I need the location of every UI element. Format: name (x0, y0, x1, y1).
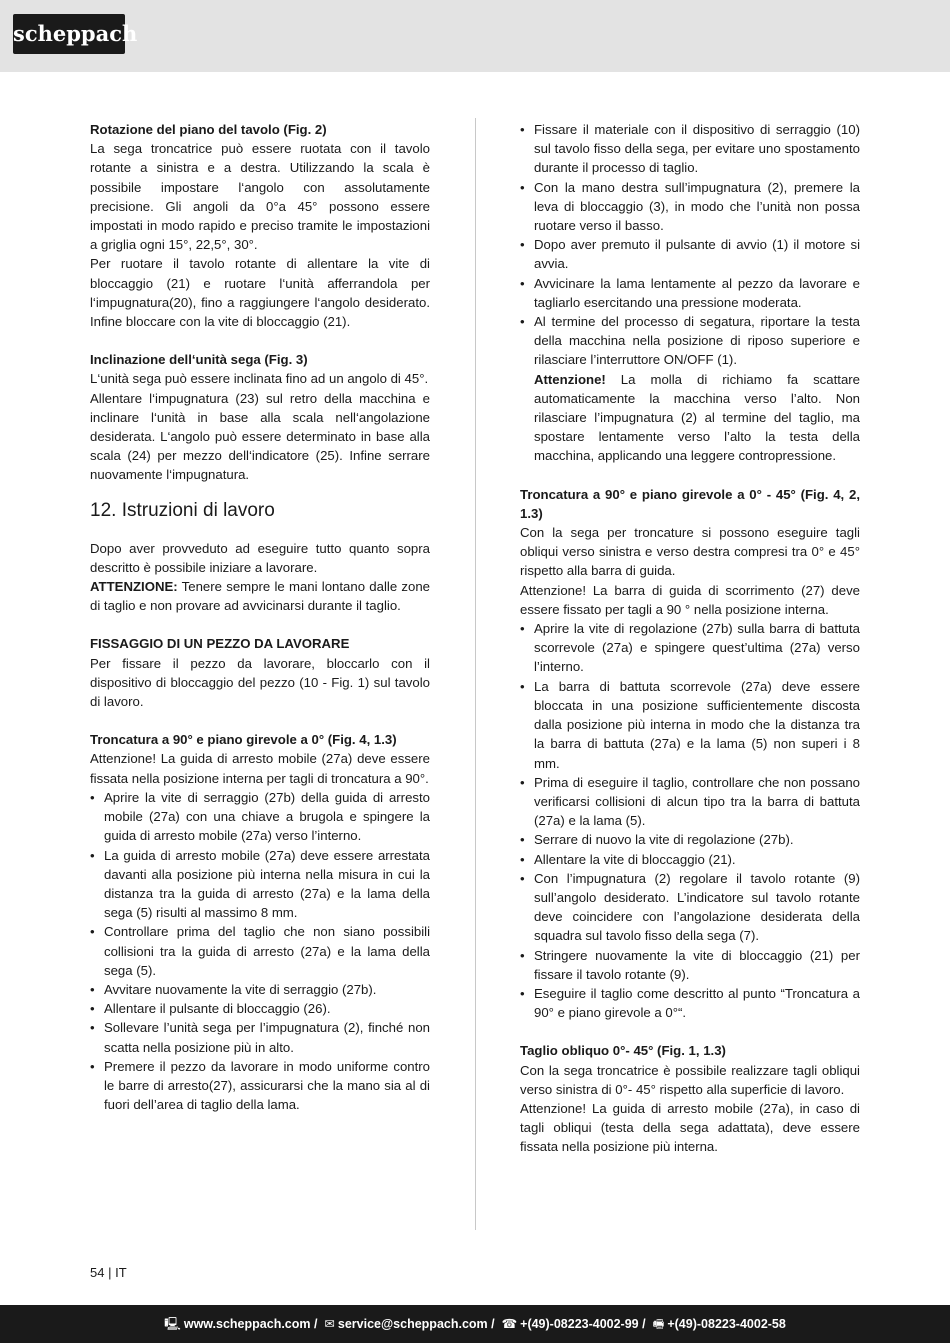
list-item: • Avvicinare la lama lentamente al pezzo da lavorare e tagliarlo esercitando una pressione moderata. (520, 274, 860, 312)
right-column (520, 120, 860, 1157)
list-item: • Sollevare l’unità sega per l’impugnatura (2), finché non scatta nella posizione più in alto. (90, 1018, 430, 1056)
list-item: • Dopo aver premuto il pulsante di avvio (1) il motore si avvia. (520, 235, 860, 273)
list-item: • Stringere nuovamente la vite di bloccaggio (21) per fissare il tavolo rotante (9). (520, 946, 860, 984)
footer-fax (653, 1305, 786, 1343)
paragraph: Allentare l‘impugnatura (23) sul retro della macchina e inclinare l‘unità in base alla scala nell‘angolazione desiderata. L‘angolo può essere determinato in base alla scala (24) per mezzo dell‘indicatore (25). Infine serrare nuovamente l‘impugnatura. (90, 390, 430, 483)
paragraph: Per fissare il pezzo da lavorare, bloccarlo con il dispositivo di bloccaggio del pezzo (10 - Fig. 1) sul tavolo di lavoro. (90, 655, 430, 710)
footer-phone[interactable] (502, 1305, 646, 1343)
warning-paragraph (90, 577, 430, 615)
footer-email[interactable] (324, 1305, 494, 1343)
paragraph: Con la sega per troncature si possono eseguire tagli obliqui verso sinistra e verso destra compresi tra 0° e 45° rispetto alla barra di guida. (520, 525, 860, 579)
heading-cut-90-0-45: Troncatura a 90° e piano girevole a 0° - 45° (Fig. 4, 2, 1.3) (520, 486, 860, 521)
left-column (90, 120, 430, 1114)
computer-icon: 🖳 (164, 1317, 181, 1331)
email-icon: ✉ (324, 1317, 335, 1331)
list-item: • Eseguire il taglio come descritto al punto “Troncatura a 90° e piano girevole a 0°“. (520, 984, 860, 1022)
warning-text: La molla di richiamo fa scattare automaticamente la macchina verso l’alto. Non rilasciare l’impugnatura (2) al termine del taglio, ma spostare lentamente verso l’alto la testa della macchina, applicando una leggere contropressione. (534, 371, 860, 464)
footer-email-text: service@scheppach.com / (337, 1317, 495, 1331)
warning-label: Attenzione! (534, 371, 606, 387)
instruction-list (520, 619, 860, 1022)
page-number (90, 1265, 127, 1280)
phone-icon: ☎ (501, 1317, 518, 1331)
warning-text: Tenere sempre le mani lontano dalle zone di taglio e non provare ad avvicinarsi durante il taglio. (90, 579, 430, 614)
page-number-separator: | (108, 1265, 112, 1280)
instruction-list (90, 788, 430, 1114)
page-number-value: 54 (90, 1265, 105, 1280)
heading-oblique-cut: Taglio obliquo 0°- 45° (Fig. 1, 1.3) (520, 1043, 726, 1059)
paragraph: Attenzione! La barra di guida di scorrimento (27) deve essere fissato per tagli a 90 ° nella posizione interna. (520, 582, 860, 617)
section-title: 12. Istruzioni di lavoro (90, 499, 275, 521)
footer-phone-text: +(49)-08223-4002-99 / (520, 1317, 646, 1331)
footer-fax-text: +(49)-08223-4002-58 (667, 1317, 786, 1331)
list-item: • Allentare il pulsante di bloccaggio (26). (90, 999, 430, 1018)
heading-workpiece-fixing: FISSAGGIO DI UN PEZZO DA LAVORARE (90, 636, 350, 652)
footer-web[interactable] (164, 1305, 317, 1343)
page-language: IT (115, 1265, 127, 1280)
paragraph: L‘unità sega può essere inclinata fino ad un angolo di 45°. (90, 371, 429, 387)
paragraph: La sega troncatrice può essere ruotata con il tavolo rotante a sinistra e a destra. Utilizzando la scala è possibile impostare l‘angolo con assolutamente precisione. Gli angoli da 0°a 45° possono essere impostati in modo rapido e preciso tramite le impostazioni a griglia ogni 15°, 22,5°, 30°. (90, 141, 430, 253)
column-divider (475, 118, 476, 1230)
list-item: • Premere il pezzo da lavorare in modo uniforme contro le barre di arresto(27), assicurarsi che la mano sia al di fuori dell’area di taglio della lama. (90, 1057, 430, 1115)
warning-list-note (520, 370, 860, 466)
paragraph: Per ruotare il tavolo rotante di allentare la vite di bloccaggio (21) e ruotare l‘unità afferrandola per l‘impugnatura(20), fino a raggiungere l‘angolo desiderato. Infine bloccare con la vite di bloccaggio (21). (90, 256, 430, 330)
fax-icon: 🖷 (652, 1317, 665, 1331)
header-band (0, 0, 950, 72)
list-item: • Al termine del processo di segatura, riportare la testa della macchina nella posizione di riposo superiore e rilasciare l’interruttore ON/OFF (1). (520, 312, 860, 370)
heading-saw-inclination: Inclinazione dell‘unità sega (Fig. 3) (90, 352, 308, 368)
list-item: • Controllare prima del taglio che non siano possibili collisioni tra la guida di arresto (27a) e la lama della sega (5). (90, 922, 430, 980)
heading-table-rotation: Rotazione del piano del tavolo (Fig. 2) (90, 122, 327, 137)
list-item: • Serrare di nuovo la vite di regolazione (27b). (520, 830, 860, 849)
paragraph: Con la sega troncatrice è possibile realizzare tagli obliqui verso sinistra di 0°- 45° rispetto alla superficie di lavoro. (520, 1062, 860, 1097)
list-item: • Aprire la vite di regolazione (27b) sulla barra di battuta scorrevole (27a) e spingere quest’ultima (27a) verso l’interno. (520, 619, 860, 677)
list-item: • Allentare la vite di bloccaggio (21). (520, 850, 860, 869)
list-item: • La guida di arresto mobile (27a) deve essere arrestata davanti alla posizione più interna nella misura in cui la distanza tra la guida di arresto (27a) e la lama della sega (5) risulti al massimo 8 mm. (90, 846, 430, 923)
paragraph: Attenzione! La guida di arresto mobile (27a), in caso di tagli obliqui (testa della sega adattata), deve essere fissata nella posizione più interna. (520, 1100, 860, 1155)
warning-label: ATTENZIONE: (90, 579, 178, 595)
brand-logo: scheppach (13, 14, 125, 54)
paragraph: Attenzione! La guida di arresto mobile (27a) deve essere fissata nella posizione interna per tagli di troncatura a 90°. (90, 751, 430, 786)
list-item: • Prima di eseguire il taglio, controllare che non possano verificarsi collisioni di alcun tipo tra la barra di battuta (27a) e la lama (5). (520, 773, 860, 831)
footer-web-text: www.scheppach.com / (183, 1317, 318, 1331)
instruction-list (520, 120, 860, 466)
list-item: • Aprire la vite di serraggio (27b) della guida di arresto mobile (27a) con una chiave a brugola e spingere la guida di arresto mobile (27a) verso l’interno. (90, 788, 430, 846)
list-item: • Con la mano destra sull’impugnatura (2), premere la leva di bloccaggio (3), in modo che l’unità non possa ruotare verso il basso. (520, 178, 860, 236)
heading-cut-90-0: Troncatura a 90° e piano girevole a 0° (Fig. 4, 1.3) (90, 732, 397, 748)
list-item: • Fissare il materiale con il dispositivo di serraggio (10) sul tavolo fisso della sega, per evitare uno spostamento durante il processo di taglio. (520, 120, 860, 178)
paragraph: Dopo aver provveduto ad eseguire tutto quanto sopra descritto è possibile iniziare a lavorare. (90, 540, 430, 575)
list-item: • Con l’impugnatura (2) regolare il tavolo rotante (9) sull’angolo desiderato. L’indicatore sul tavolo rotante deve coincidere con l’angolazione desiderata della squadra sul tavolo fisso della sega (7). (520, 869, 860, 946)
list-item: • La barra di battuta scorrevole (27a) deve essere bloccata in una posizione sufficientemente discosta dalla posizione più interna in modo che la distanza tra la barra di battuta (27a) e la lama (5) non superi i 8 mm. (520, 677, 860, 773)
list-item: • Avvitare nuovamente la vite di serraggio (27b). (90, 980, 430, 999)
footer-contact-bar (0, 1305, 950, 1343)
